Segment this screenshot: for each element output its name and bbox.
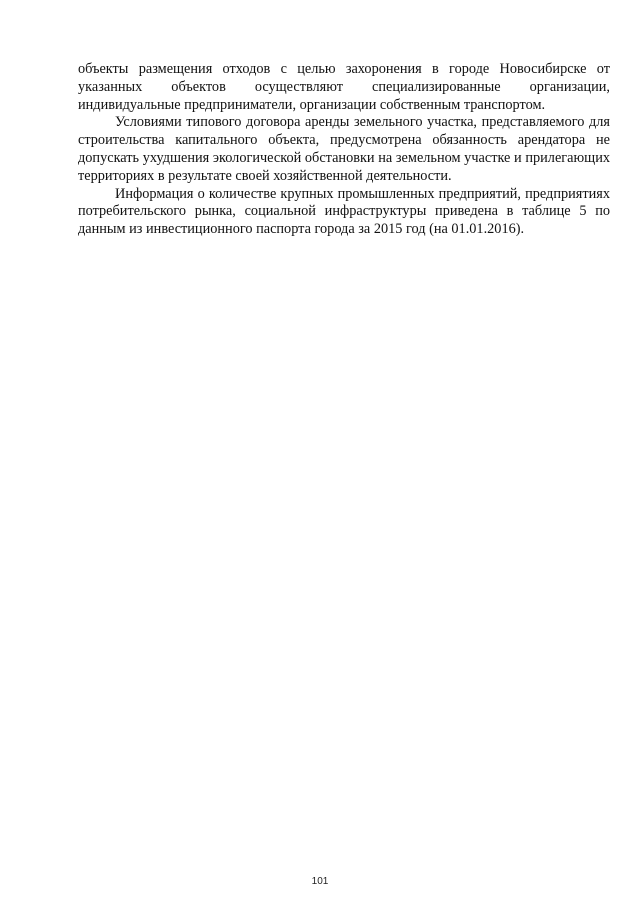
paragraph-lease-conditions: Условиями типового договора аренды земельного участка, представляемого для строительства капитального объекта, предусмотрена обязанность арендатора не допускать ухудшения экологической обстановки на земельном участке и прилегающих территориях в результате своей хозяйственной деятельности. bbox=[78, 114, 610, 184]
paragraph-continuation: объекты размещения отходов с целью захоронения в городе Новосибирске от указанных объектов осуществляют специализированные организации, индивидуальные предприниматели, организации собственным транспортом. bbox=[78, 61, 610, 113]
paragraph-enterprises-info: Информация о количестве крупных промышленных предприятий, предприятиях потребительского рынка, социальной инфраструктуры приведена в таблице 5 по данным из инвестиционного паспорта города за 2015 год (на 01.01.2016). bbox=[78, 185, 610, 238]
page-number: 101 bbox=[311, 876, 329, 887]
body-text bbox=[78, 61, 610, 239]
